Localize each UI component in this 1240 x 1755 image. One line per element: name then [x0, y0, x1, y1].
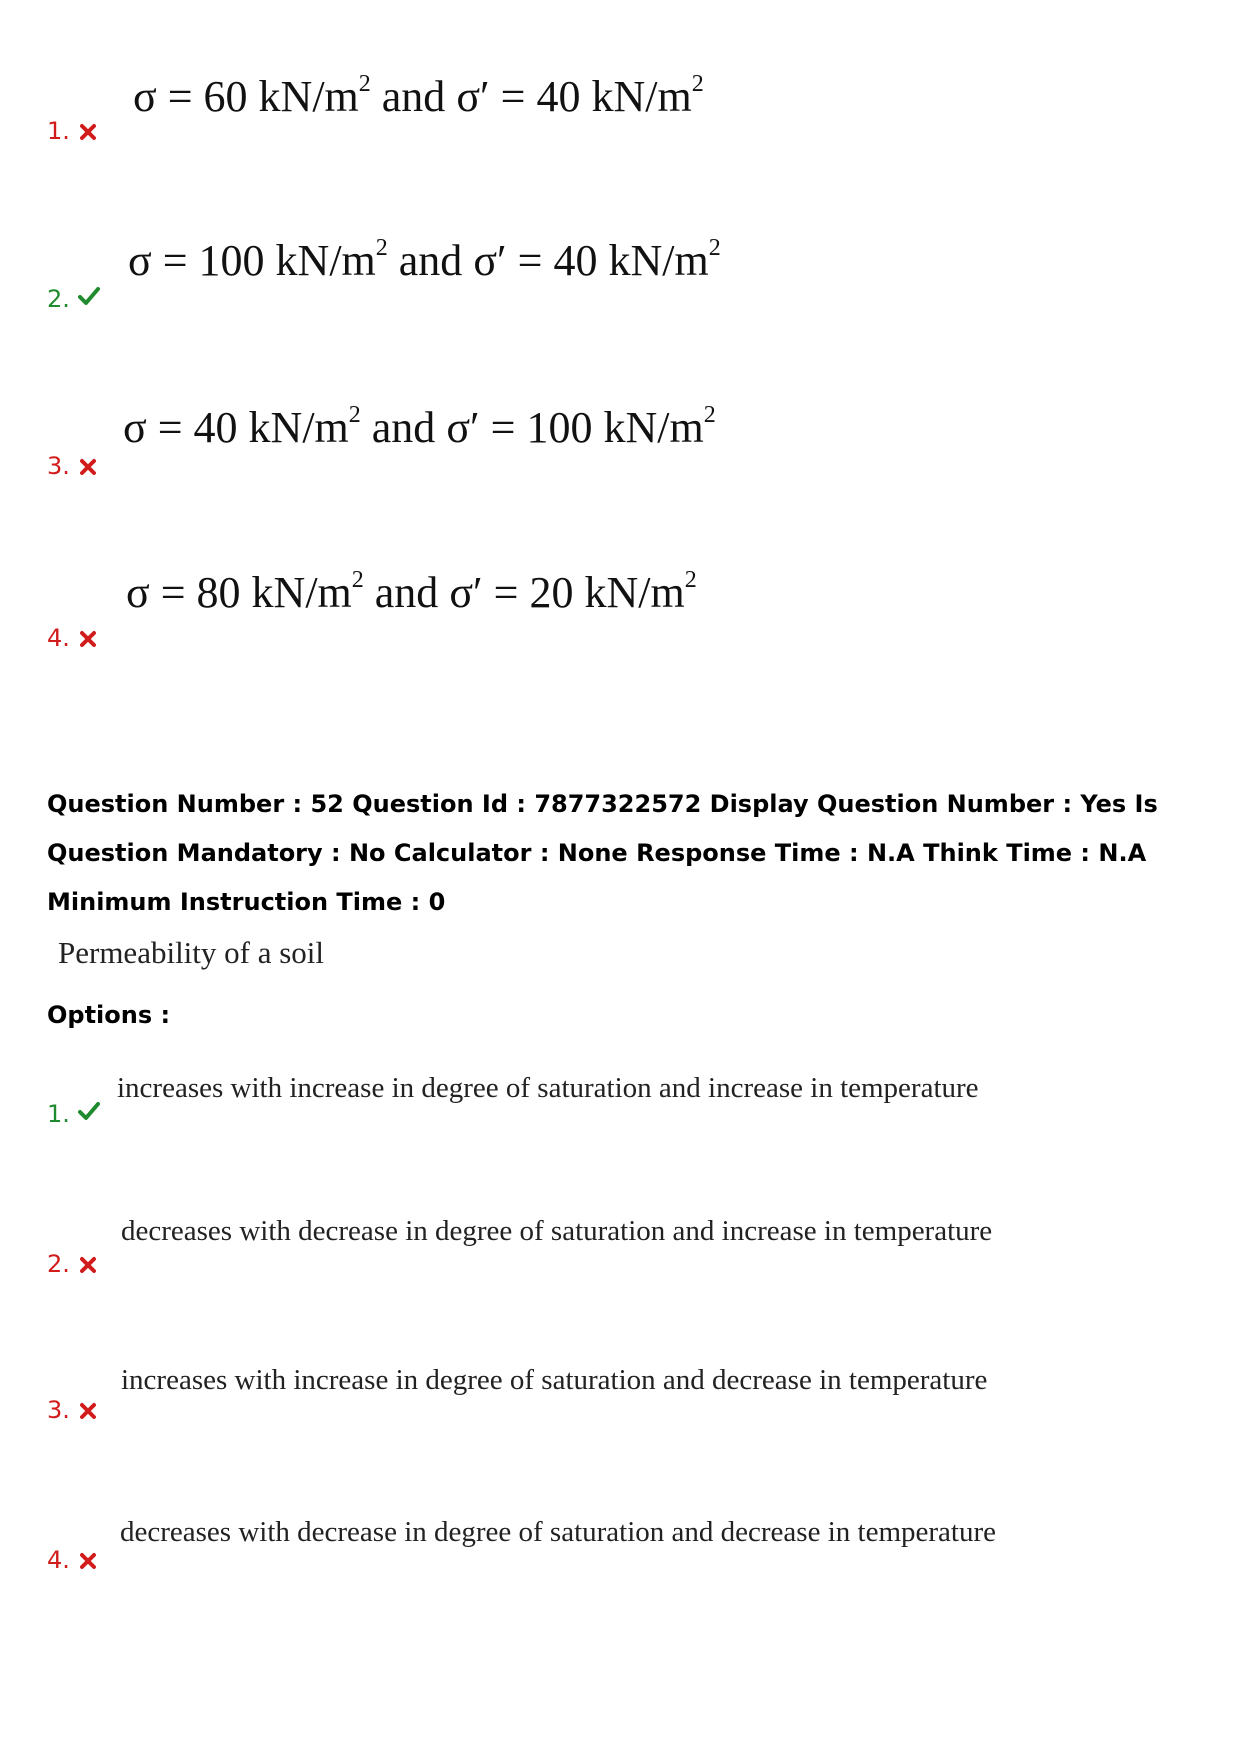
option-number: 3.	[47, 452, 70, 480]
option-equation: σ = 100 $kN/m^2$ and σ′ = 40 $kN/m^2$	[128, 235, 721, 285]
cross-icon	[78, 457, 98, 477]
cross-icon	[78, 1401, 98, 1421]
check-icon	[78, 286, 100, 306]
question-meta: Question Number : 52 Question Id : 7877322572 Display Question Number : Yes Is Question Mandatory : No Calculator : None Response Time : N.A Think Time : N.A Minimum Instruction Time : 0	[47, 790, 1158, 916]
option-number: 2.	[47, 285, 70, 313]
option-number: 2.	[47, 1250, 70, 1278]
option-text: increases with increase in degree of saturation and increase in temperature	[117, 1072, 979, 1104]
option-number: 3.	[47, 1396, 70, 1424]
option-text: decreases with decrease in degree of saturation and increase in temperature	[121, 1215, 993, 1247]
option-number: 4.	[47, 624, 70, 652]
option-number: 1.	[47, 117, 70, 145]
option-number: 4.	[47, 1546, 70, 1574]
cross-icon	[78, 1255, 98, 1275]
option-equation: σ = 40 $kN/m^2$ and σ′ = 100 $kN/m^2$	[123, 402, 716, 452]
question-text: Permeability of a soil	[58, 935, 325, 970]
cross-icon	[78, 122, 98, 142]
option-text: increases with increase in degree of saturation and decrease in temperature	[121, 1364, 988, 1396]
cross-icon	[78, 629, 98, 649]
option-number: 1.	[47, 1100, 70, 1128]
option-text: decreases with decrease in degree of saturation and decrease in temperature	[120, 1516, 996, 1548]
option-equation: σ = 60 $kN/m^2$ and σ′ = 40 $kN/m^2$	[133, 71, 704, 121]
check-icon	[78, 1101, 100, 1121]
options-label: Options :	[47, 1001, 171, 1029]
option-equation: σ = 80 $kN/m^2$ and σ′ = 20 $kN/m^2$	[126, 567, 697, 617]
cross-icon	[78, 1551, 98, 1571]
